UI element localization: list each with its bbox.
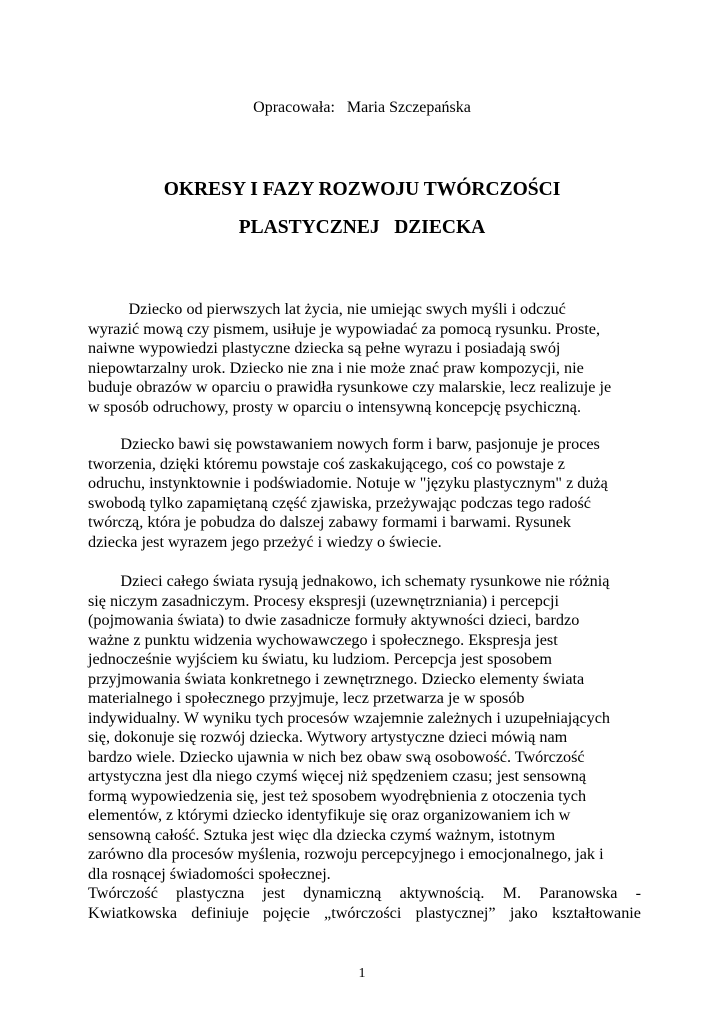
paragraph-line: indywidualny. W wyniku tych procesów wzajemnie zależnych i uzupełniających (88, 708, 611, 727)
paragraph-line: Dziecko od pierwszych lat życia, nie umiejąc swych myśli i odczuć (88, 300, 566, 318)
paragraph-line: dziecka jest wyrazem jego przeżyć i wiedzy o świecie. (88, 532, 442, 551)
paragraph-line: materialnego i społecznego przyjmuje, lecz przetwarza je w sposób (88, 689, 525, 707)
paragraph-line: artystyczna jest dla niego czymś więcej niż spędzeniem czasu; jest sensowną (88, 767, 587, 785)
paragraph-line: jednocześnie wyjściem ku światu, ku ludziom. Percepcja jest sposobem (88, 650, 552, 668)
paragraph-line: niepowtarzalny urok. Dziecko nie zna i nie może znać praw kompozycji, nie (88, 358, 584, 377)
paragraph-line: buduje obrazów w oparciu o prawidła rysunkowe czy malarskie, lecz realizuje je (88, 378, 612, 396)
paragraph-line: przyjmowania świata konkretnego i zewnętrznego. Dziecko elementy świata (88, 669, 585, 688)
paragraph-line: Dziecko bawi się powstawaniem nowych form i barw, pasjonuje je proces (88, 435, 600, 453)
paragraph-line: swobodą tylko zapamiętaną część zjawiska, przeżywając podczas tego radość (88, 493, 591, 512)
paragraph-line: twórczą, która je pobudza do dalszej zabawy formami i barwami. Rysunek (88, 513, 572, 531)
paragraph-line: elementów, z którymi dziecko identyfikuje się oraz organizowaniem ich w (88, 806, 571, 824)
paragraph-line: naiwne wypowiedzi plastyczne dziecka są pełne wyrazu i posiadają swój (88, 339, 561, 357)
paragraph-line: w sposób odruchowy, prosty w oparciu o intensywną koncepcję psychiczną. (88, 397, 581, 416)
document-title-line-2: PLASTYCZNEJ DZIECKA (238, 217, 486, 238)
document-title-line-1: OKRESY I FAZY ROZWOJU TWÓRCZOŚCI (163, 179, 561, 200)
paragraph-line: odruchu, instynktownie i podświadomie. Notuje w "języku plastycznym" z dużą (88, 474, 608, 492)
paragraph-4 (88, 884, 641, 923)
paragraph-line: sensowną całość. Sztuka jest więc dla dziecka czymś ważnym, istotnym (88, 825, 556, 844)
paragraph-line: się niczym zasadniczym. Procesy ekspresji (uzewnętrzniania) i percepcji (88, 591, 560, 610)
paragraph-line: tworzenia, dzięki któremu powstaje coś zaskakującego, coś co powstaje z (88, 454, 565, 473)
paragraph-line: zarówno dla procesów myślenia, rozwoju percepcyjnego i emocjonalnego, jak i (88, 845, 604, 863)
paragraph-line: się, dokonuje się rozwój dziecka. Wytwory artystyczne dzieci mówią nam (88, 728, 568, 746)
paragraph-line: Dzieci całego świata rysują jednakowo, ich schematy rysunkowe nie różnią (88, 572, 610, 590)
paragraph-line: wyrazić mową czy pismem, usiłuje je wypowiadać za pomocą rysunku. Proste, (88, 319, 601, 338)
paragraph-line: ważne z punktu widzenia wychowawczego i społecznego. Ekspresja jest (88, 630, 558, 649)
paragraph-1 (88, 300, 641, 417)
paragraph-3 (88, 572, 641, 884)
paragraph-line: Kwiatkowska definiuje pojęcie „twórczości plastycznej” jako kształtowanie (88, 903, 641, 922)
paragraph-line: (pojmowania świata) to dwie zasadnicze formuły aktywności dzieci, bardzo (88, 611, 580, 629)
paragraph-line: formą wypowiedzenia się, jest też sposobem wyodrębnienia z otoczenia tych (88, 786, 587, 805)
paragraph-line: Twórczość plastyczna jest dynamiczną aktywnością. M. Paranowska - (88, 884, 641, 902)
page-number: 1 (358, 966, 366, 981)
author-line: Opracowała: Maria Szczepańska (253, 99, 471, 116)
paragraph-2 (88, 435, 641, 552)
paragraph-line: dla rosnącej świadomości społecznej. (88, 864, 331, 883)
paragraph-line: bardzo wiele. Dziecko ujawnia w nich bez obaw swą osobowość. Twórczość (88, 747, 585, 766)
